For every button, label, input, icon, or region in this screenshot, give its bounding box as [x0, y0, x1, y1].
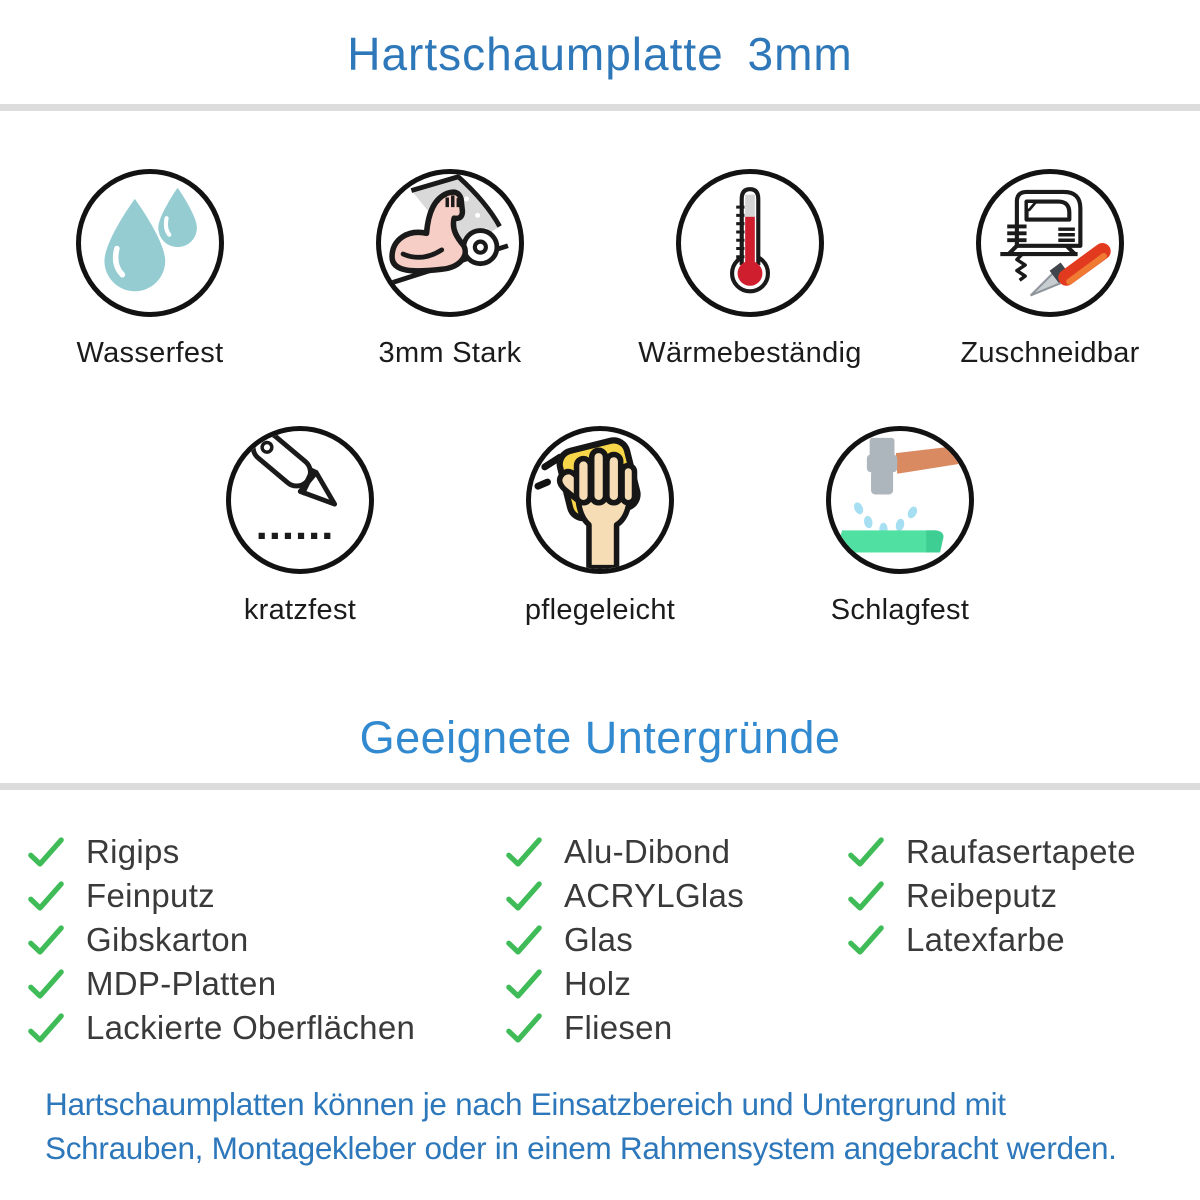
surface-label: Alu-Dibond — [564, 833, 731, 870]
surface-label: Feinputz — [86, 877, 215, 914]
surface-label: Holz — [564, 965, 632, 1002]
surface-item — [846, 830, 1176, 874]
feature-label: kratzfest — [243, 594, 357, 626]
feature-wasserfest — [0, 169, 300, 370]
utility-knife-icon — [226, 426, 374, 574]
surface-label: Fliesen — [564, 1009, 673, 1046]
surface-label: MDP-Platten — [86, 965, 277, 1002]
surface-item — [504, 1006, 846, 1050]
surface-item — [26, 874, 504, 918]
feature-kratzfest — [150, 426, 450, 627]
divider-middle — [0, 783, 1200, 790]
page-title: Hartschaumplatte 3mm — [347, 28, 853, 80]
feature-3mm-stark — [300, 169, 600, 370]
surface-item — [504, 962, 846, 1006]
surfaces-column-1 — [26, 830, 504, 1050]
check-icon — [26, 920, 66, 960]
surface-label: Rigips — [86, 833, 180, 870]
surface-label: Lackierte Oberflächen — [86, 1009, 416, 1046]
surface-item — [504, 830, 846, 874]
check-icon — [26, 832, 66, 872]
check-icon — [26, 876, 66, 916]
hammer-impact-icon — [826, 426, 974, 574]
footer-note — [0, 1082, 1200, 1170]
surface-label: Latexfarbe — [906, 921, 1065, 958]
surfaces-column-3 — [846, 830, 1176, 1050]
feature-label: pflegeleicht — [524, 594, 676, 626]
surface-item — [26, 918, 504, 962]
feature-label: Wasserfest — [76, 337, 224, 369]
feature-label: Schlagfest — [830, 594, 970, 626]
check-icon — [504, 964, 544, 1004]
check-icon — [504, 1008, 544, 1048]
surface-item — [26, 962, 504, 1006]
surface-item — [26, 1006, 504, 1050]
flexed-arm-roll-icon — [376, 169, 524, 317]
water-drops-icon — [76, 169, 224, 317]
surface-item — [504, 918, 846, 962]
surface-item — [846, 918, 1176, 962]
surface-label: Raufasertapete — [906, 833, 1136, 870]
check-icon — [846, 920, 886, 960]
feature-label: 3mm Stark — [378, 337, 522, 369]
check-icon — [504, 920, 544, 960]
feature-schlagfest — [750, 426, 1050, 627]
feature-zuschneidbar — [900, 169, 1200, 370]
thermometer-icon — [676, 169, 824, 317]
surfaces-column-2 — [504, 830, 846, 1050]
check-icon — [846, 832, 886, 872]
surface-label: Glas — [564, 921, 634, 958]
section-title-untergruende: Geeignete Untergründe — [359, 712, 841, 763]
check-icon — [846, 876, 886, 916]
check-icon — [26, 964, 66, 1004]
cleaning-hand-icon — [526, 426, 674, 574]
feature-label: Wärmebeständig — [638, 337, 862, 369]
surface-item — [504, 874, 846, 918]
surface-label: Reibeputz — [906, 877, 1058, 914]
surface-label: Gibskarton — [86, 921, 249, 958]
surface-item — [26, 830, 504, 874]
surface-label: ACRYLGlas — [564, 877, 744, 914]
footer-line-1: Hartschaumplatten können je nach Einsatzbereich und Untergrund mit — [45, 1086, 1006, 1122]
check-icon — [504, 832, 544, 872]
jigsaw-cutter-icon — [976, 169, 1124, 317]
check-icon — [26, 1008, 66, 1048]
feature-waermebestaendig — [600, 169, 900, 370]
surface-item — [846, 874, 1176, 918]
feature-pflegeleicht — [450, 426, 750, 627]
check-icon — [504, 876, 544, 916]
feature-row-2 — [0, 426, 1200, 627]
footer-line-2: Schrauben, Montagekleber oder in einem Rahmensystem angebracht werden. — [45, 1130, 1117, 1166]
surfaces-section — [0, 830, 1200, 1050]
divider-top — [0, 104, 1200, 111]
feature-label: Zuschneidbar — [960, 337, 1140, 369]
feature-row-1 — [0, 169, 1200, 370]
